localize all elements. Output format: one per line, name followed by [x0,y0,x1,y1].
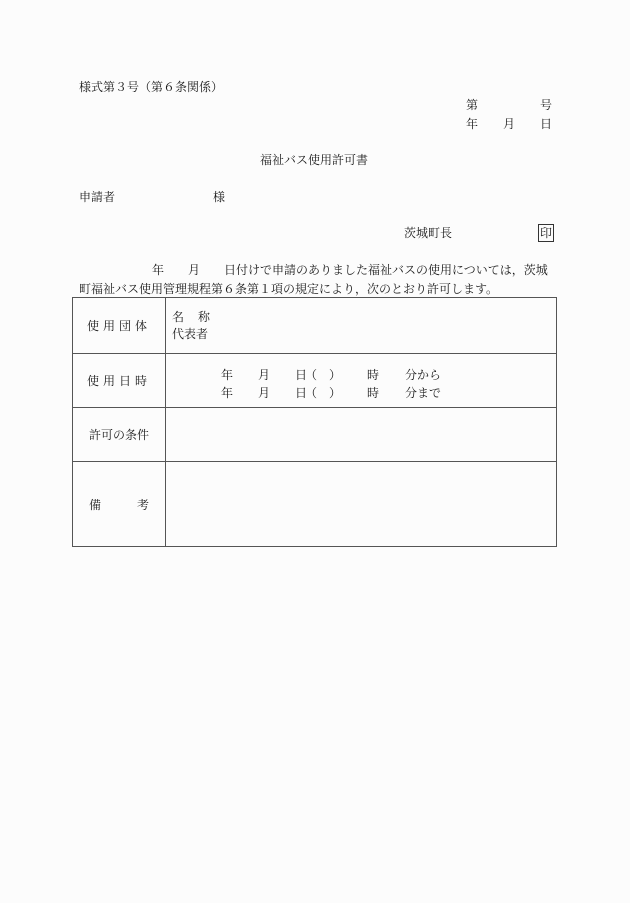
table-row-usage-datetime [73,354,557,408]
table-row-using-group [73,298,557,354]
applicant-honorific: 様 [213,190,226,204]
body-text-line-1 [152,263,548,277]
form-number: 様式第３号（第６条関係） [79,80,224,94]
from-weekday: （ ） [305,368,342,382]
from-month: 月 [258,368,271,382]
permit-details-table [72,297,557,547]
remarks-value [166,462,557,547]
to-hour: 時 [367,386,380,400]
from-year: 年 [221,368,234,382]
usage-datetime-label: 使用日時 [73,354,166,408]
from-minute: 分から [405,368,442,382]
to-year: 年 [221,386,234,400]
application-month: 月 [188,263,201,277]
permit-conditions-value [166,408,557,462]
issuer-name: 茨城町長 [404,226,453,240]
issue-date-day: 日 [540,117,553,131]
document-title: 福祉バス使用許可書 [260,153,369,167]
issue-date-month: 月 [503,117,516,131]
group-name-line [172,309,556,326]
usage-datetime-value [166,354,557,408]
from-day: 日 [295,368,308,382]
using-group-value [166,298,557,354]
remarks-label [73,462,166,547]
table-row-permit-conditions [73,408,557,462]
representative-label: 代表者 [172,326,209,341]
applicant-label: 申請者 [79,190,116,204]
to-day: 日 [295,386,308,400]
using-group-label: 使用団体 [73,298,166,354]
to-month: 月 [258,386,271,400]
body-text-line-2: 町福祉バス使用管理規程第６条第１項の規定により，次のとおり許可します。 [79,282,499,296]
to-minute: 分まで [405,386,442,400]
permit-conditions-label: 許可の条件 [73,408,166,462]
body-text-1: 日付けで申請のありました福祉バスの使用については，茨城 [224,263,548,277]
remarks-label-part-1: 備 [89,497,102,512]
seal-stamp-box: 印 [540,226,553,240]
doc-number-prefix: 第 [466,98,479,112]
table-row-remarks [73,462,557,547]
to-weekday: （ ） [305,386,342,400]
application-year: 年 [152,263,165,277]
group-name-label-1: 名 [172,309,185,324]
issue-date-year: 年 [466,117,479,131]
remarks-label-part-2: 考 [136,497,149,512]
doc-number-suffix: 号 [540,98,553,112]
group-name-label-2: 称 [198,309,211,324]
from-hour: 時 [367,368,380,382]
